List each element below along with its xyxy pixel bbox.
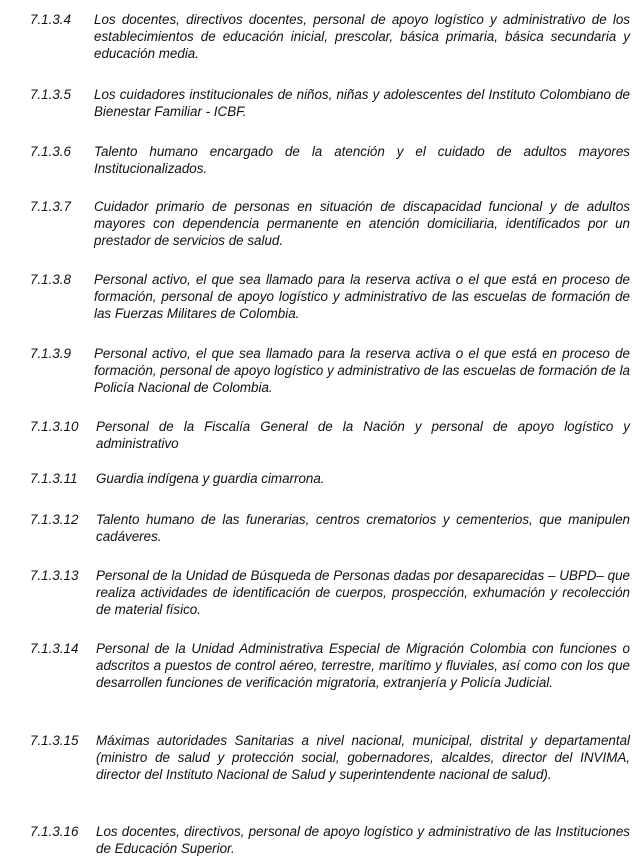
item-number: 7.1.3.11 [30,471,78,486]
item-text: Los docentes, directivos, personal de apoyo logístico y administrativo de las Instituciones de Educación Superior. [96,824,630,857]
item-text: Personal de la Unidad de Búsqueda de Personas dadas por desaparecidas – UBPD– que realiza actividades de identificación de cuerpos, prospección, exhumación y recolección de material físico. [96,568,630,618]
item-number: 7.1.3.5 [30,87,71,102]
list-item [30,470,630,487]
list-item [30,511,630,545]
item-number: 7.1.3.8 [30,272,71,287]
item-number: 7.1.3.14 [30,641,79,656]
item-text: Los docentes, directivos docentes, personal de apoyo logístico y administrativo de los establecimientos de educación inicial, prescolar, básica primaria, básica secundaria y educación media. [94,12,630,62]
list-item [30,198,630,250]
list-item [30,418,630,452]
item-number: 7.1.3.7 [30,199,71,214]
list-item [30,732,630,784]
item-text: Guardia indígena y guardia cimarrona. [96,471,325,486]
item-number: 7.1.3.12 [30,512,79,527]
list-item [30,823,630,857]
item-text: Máximas autoridades Sanitarias a nivel nacional, municipal, distrital y departamental (ministro de salud y protección social, gobernadores, alcaldes, director del INVIMA, director del Instituto Nacional de Salud y superintendente nacional de salud). [96,733,630,783]
item-number: 7.1.3.4 [30,12,71,27]
item-number: 7.1.3.10 [30,419,79,434]
item-number: 7.1.3.6 [30,144,71,159]
item-number: 7.1.3.15 [30,733,79,748]
list-item [30,143,630,177]
item-number: 7.1.3.16 [30,824,79,839]
list-item [30,271,630,323]
item-text: Talento humano encargado de la atención y el cuidado de adultos mayores Institucionalizados. [94,144,630,177]
item-text: Personal de la Unidad Administrativa Especial de Migración Colombia con funciones o adscritos a puestos de control aéreo, terrestre, marítimo y fluviales, así como con los que desarrollen funciones de verificación migratoria, extranjería y Policía Judicial. [96,641,630,691]
list-item [30,345,630,397]
item-text: Talento humano de las funerarias, centros crematorios y cementerios, que manipulen cadáveres. [96,512,630,545]
list-item [30,640,630,692]
list-item [30,86,630,120]
item-text: Cuidador primario de personas en situación de discapacidad funcional y de adultos mayores con dependencia permanente en atención domiciliaria, identificados por un prestador de servicios de salud. [94,199,630,249]
list-item [30,11,630,63]
item-text: Personal activo, el que sea llamado para la reserva activa o el que está en proceso de formación, personal de apoyo logístico y administrativo de las escuelas de formación de las Fuerzas Militares de Colombia. [94,272,630,322]
item-text: Personal activo, el que sea llamado para la reserva activa o el que está en proceso de formación, personal de apoyo logístico y administrativo de las escuelas de formación de la Policía Nacional de Colombia. [94,346,630,396]
item-number: 7.1.3.13 [30,568,79,583]
item-text: Los cuidadores institucionales de niños, niñas y adolescentes del Instituto Colombiano de Bienestar Familiar - ICBF. [94,87,630,120]
list-item [30,567,630,619]
item-number: 7.1.3.9 [30,346,71,361]
item-text: Personal de la Fiscalía General de la Nación y personal de apoyo logístico y administrativo [96,419,630,452]
